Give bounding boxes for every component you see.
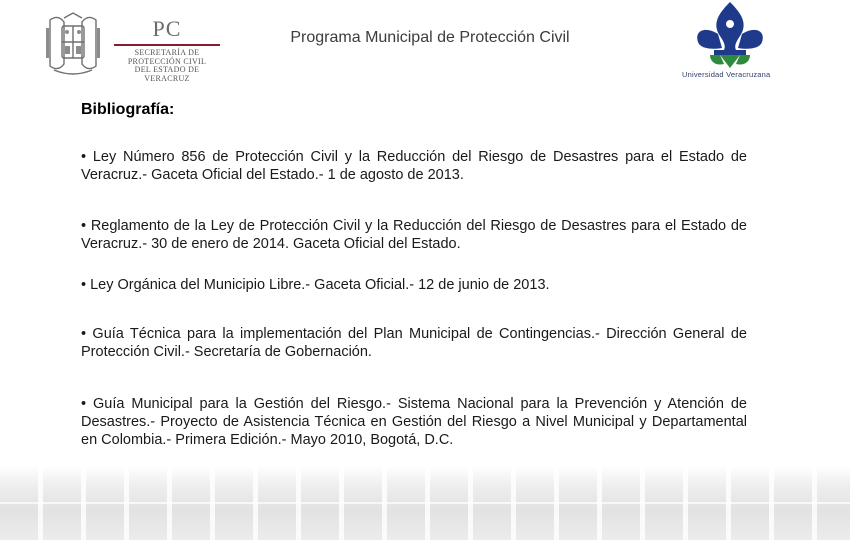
bibliography-item: • Guía Municipal para la Gestión del Riesgo.- Sistema Nacional para la Prevención y Atención de Desastres.- Proyecto de Asistencia Técnica en Gestión del Riesgo a Nivel Municipal y Departamental en Colombia.- Primera Edición.- Mayo 2010, Bogotá, D.C. (81, 396, 747, 448)
decorative-footer-pattern (0, 466, 850, 540)
bibliography-heading: Bibliografía: (81, 101, 175, 118)
wordmark-line-3: DEL ESTADO DE VERACRUZ (134, 65, 200, 83)
page-title: Programa Municipal de Protección Civil (290, 29, 570, 46)
state-civil-protection-logo (40, 12, 220, 83)
wordmark-line-2: PROTECCIÓN CIVIL (127, 56, 207, 66)
civil-protection-wordmark (114, 18, 220, 83)
footer-row-divider (0, 502, 850, 504)
university-caption: Universidad Veracruzana (682, 70, 771, 79)
bibliography-item: • Ley Número 856 de Protección Civil y la Reducción del Riesgo de Desastres para el Estado de Veracruz.- Gaceta Oficial del Estado.- 1 de agosto de 2013. (81, 149, 747, 183)
bibliography-item: • Reglamento de la Ley de Protección Civil y la Reducción del Riesgo de Desastres para el Estado de Veracruz.- 30 de enero de 2014. Gaceta Oficial del Estado. (81, 218, 747, 252)
wordmark-divider (114, 44, 220, 46)
pc-letters: PC (152, 16, 182, 41)
wordmark-line-1: SECRETARÍA DE (134, 48, 200, 57)
bibliography-item: • Guía Técnica para la implementación del Plan Municipal de Contingencias.- Dirección General de Protección Civil.- Secretaría de Gobernación. (81, 326, 747, 360)
veracruz-coat-of-arms-icon (40, 12, 106, 78)
slide-header (0, 0, 850, 95)
bibliography-item: • Ley Orgánica del Municipio Libre.- Gaceta Oficial.- 12 de junio de 2013. (81, 277, 550, 293)
